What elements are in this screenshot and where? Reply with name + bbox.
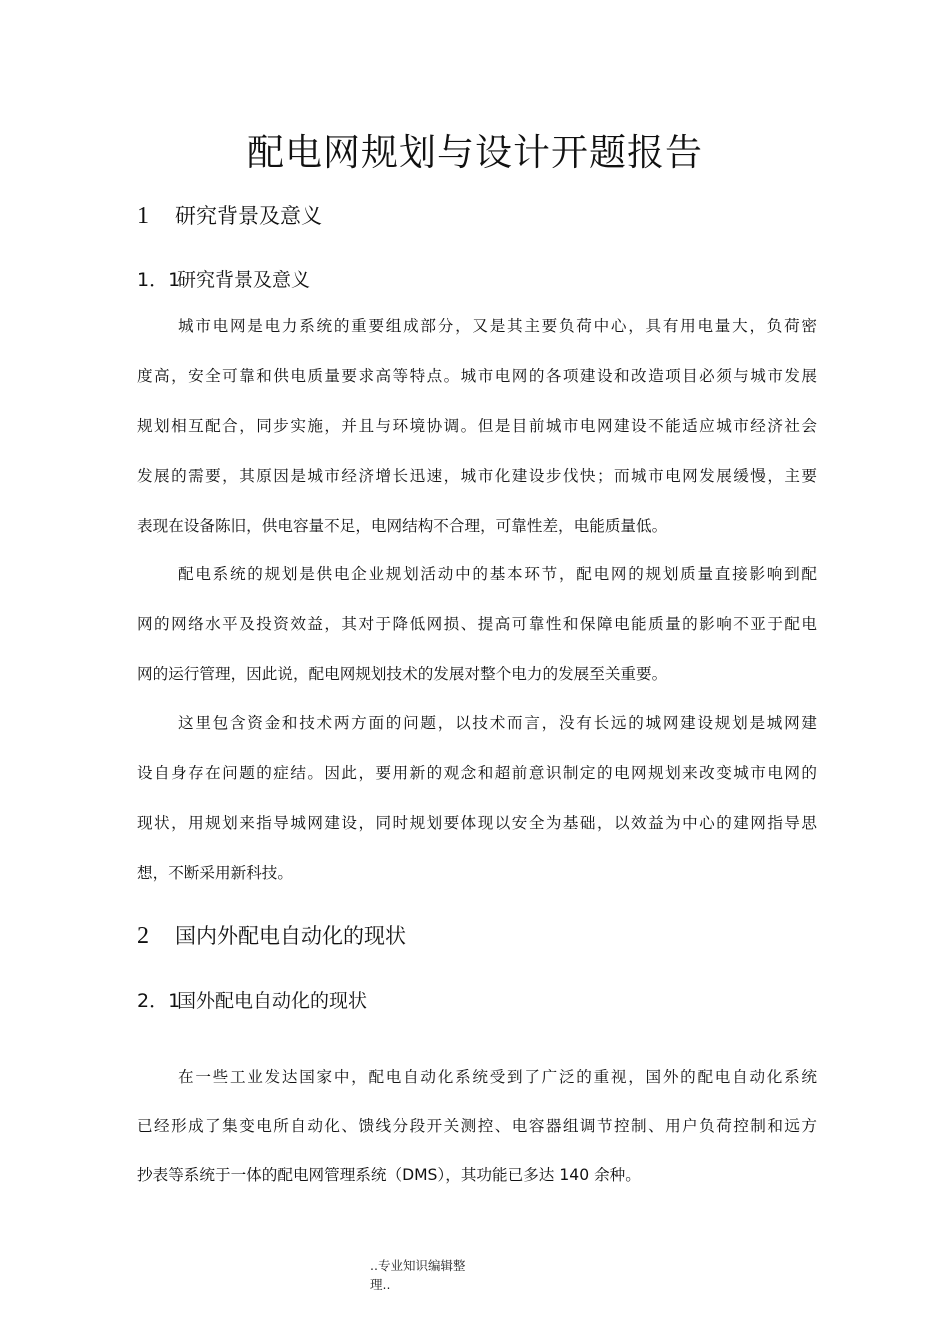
text-line: 已经形成了集变电所自动化、馈线分段开关测控、电容器组调节控制、用户负荷控制和远方 — [137, 1117, 817, 1135]
section-heading-1 — [137, 200, 322, 230]
text-line: 这里包含资金和技术两方面的问题，以技术而言，没有长远的城网建设规划是城网建 — [178, 714, 817, 732]
subsection-number: 1．1 — [137, 269, 181, 291]
paragraph-4 — [137, 1065, 817, 1212]
text-line: 度高，安全可靠和供电质量要求高等特点。城市电网的各项建设和改造项目必须与城市发展 — [137, 367, 817, 385]
text-line: 规划相互配合，同步实施，并且与环境协调。但是目前城市电网建设不能适应城市经济社会 — [137, 417, 817, 435]
text-line: 表现在设备陈旧，供电容量不足，电网结构不合理，可靠性差，电能质量低。 — [137, 517, 668, 535]
subsection-title: 研究背景及意义 — [177, 269, 311, 291]
page-footer — [370, 1256, 465, 1294]
footer-line-2: 理.. — [370, 1277, 391, 1292]
section-title: 研究背景及意义 — [175, 204, 322, 228]
section-number: 2 — [137, 923, 149, 949]
subsection-number: 2．1 — [137, 990, 181, 1012]
subsection-heading-2-1 — [137, 986, 367, 1013]
footer-line-1: ..专业知识编辑整 — [370, 1258, 466, 1273]
text-line: 配电系统的规划是供电企业规划活动中的基本环节，配电网的规划质量直接影响到配 — [178, 565, 817, 583]
text-line: 网的运行管理，因此说，配电网规划技术的发展对整个电力的发展至关重要。 — [137, 665, 668, 683]
paragraph-2 — [137, 562, 817, 712]
section-number: 1 — [137, 203, 149, 229]
paragraph-1 — [137, 314, 817, 564]
subsection-title: 国外配电自动化的现状 — [177, 990, 368, 1012]
text-line: 现状，用规划来指导城网建设，同时规划要体现以安全为基础，以效益为中心的建网指导思 — [137, 814, 817, 832]
text-line: 想，不断采用新科技。 — [137, 864, 293, 882]
text-line: 抄表等系统于一体的配电网管理系统（DMS），其功能已多达 140 余种。 — [137, 1166, 641, 1184]
document-title: 配电网规划与设计开题报告 — [247, 131, 703, 174]
text-line: 在一些工业发达国家中，配电自动化系统受到了广泛的重视，国外的配电自动化系统 — [178, 1068, 817, 1086]
section-title: 国内外配电自动化的现状 — [175, 924, 406, 948]
section-heading-2 — [137, 920, 406, 950]
text-line: 网的网络水平及投资效益，其对于降低网损、提高可靠性和保障电能质量的影响不亚于配电 — [137, 615, 817, 633]
text-line: 发展的需要，其原因是城市经济增长迅速，城市化建设步伐快；而城市电网发展缓慢，主要 — [137, 467, 817, 485]
text-line: 设自身存在问题的症结。因此，要用新的观念和超前意识制定的电网规划来改变城市电网的 — [137, 764, 817, 782]
paragraph-3 — [137, 711, 817, 911]
subsection-heading-1-1 — [137, 265, 310, 292]
text-line: 城市电网是电力系统的重要组成部分，又是其主要负荷中心，具有用电量大，负荷密 — [178, 317, 817, 335]
